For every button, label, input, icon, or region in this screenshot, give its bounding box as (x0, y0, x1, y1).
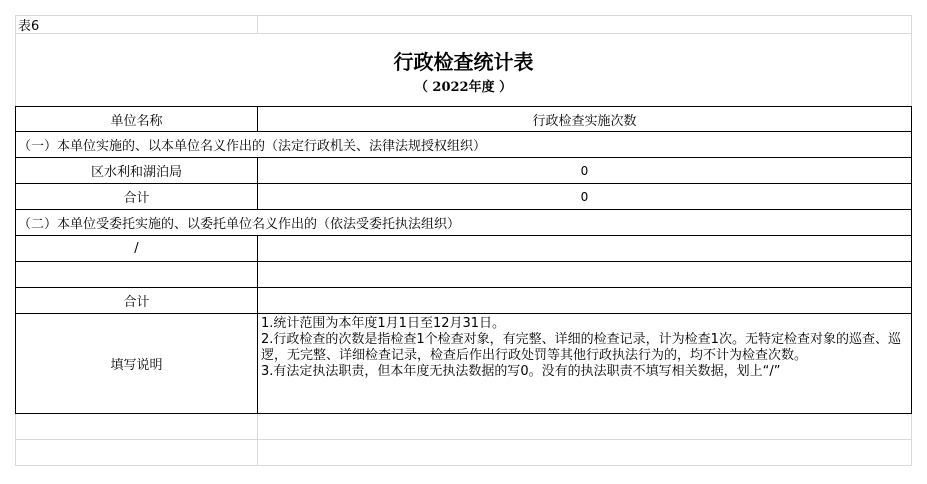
total-value (258, 288, 912, 313)
total-value: 0 (258, 184, 912, 209)
section2-heading-row (15, 210, 912, 236)
inspection-count: 0 (258, 158, 912, 183)
total-label: 合计 (15, 184, 258, 209)
instructions-label: 填写说明 (15, 314, 258, 413)
table-row (15, 262, 912, 288)
empty-cell (258, 440, 912, 465)
column-header-count: 行政检查实施次数 (258, 107, 912, 131)
inspection-count (258, 236, 912, 261)
inspection-count (258, 262, 912, 287)
section1-heading: （一）本单位实施的、以本单位名义作出的（法定行政机关、法律法规授权组织） (15, 132, 912, 157)
instructions-text (258, 314, 912, 413)
table-row (15, 158, 912, 184)
table-row (15, 236, 912, 262)
page-subtitle: （ 2022年度 ） (414, 80, 513, 95)
instruction-line-3: 3.有法定执法职责，但本年度无执法数据的写0。没有的执法职责不填写相关数据，划上“/” (261, 364, 781, 379)
empty-row (15, 414, 912, 440)
column-header-unit: 单位名称 (15, 107, 258, 131)
section1-total-row (15, 184, 912, 210)
unit-name (15, 262, 258, 287)
sheet-label: 表6 (15, 16, 258, 33)
total-label: 合计 (15, 288, 258, 313)
empty-cell (15, 440, 258, 465)
empty-cell (15, 414, 258, 439)
empty-row (15, 440, 912, 466)
empty-cell (258, 414, 912, 439)
unit-name: / (15, 236, 258, 261)
instruction-line-1: 1.统计范围为本年度1月1日至12月31日。 (261, 316, 506, 331)
section1-heading-row (15, 132, 912, 158)
title-block (15, 34, 912, 106)
section2-heading: （二）本单位受委托实施的、以委托单位名义作出的（依法受委托执法组织） (15, 210, 912, 235)
statistics-sheet (15, 15, 912, 466)
page-title: 行政检查统计表 (393, 50, 534, 74)
unit-name: 区水利和湖泊局 (15, 158, 258, 183)
empty-cell (258, 16, 912, 33)
sheet-label-row (15, 15, 912, 34)
section2-total-row (15, 288, 912, 314)
instruction-line-2: 2.行政检查的次数是指检查1个检查对象，有完整、详细的检查记录，计为检查1次。无特定检查对象的巡查、巡逻，无完整、详细检查记录，检查后作出行政处罚等其他行政执法行为的，均不计为检查次数。 (261, 332, 901, 363)
instructions-row (15, 314, 912, 414)
table-header-row (15, 106, 912, 132)
